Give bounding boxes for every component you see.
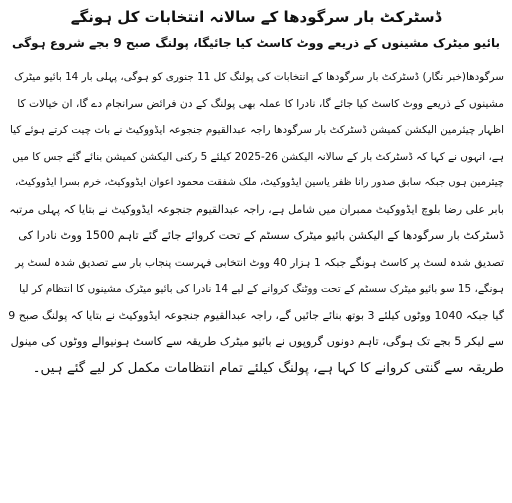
body-line: ہونگے، 15 سو بائیو میٹرک سسٹم کے تحت ووٹنگ کروانے کے لیے 14 نادرا کی بائیو میٹرک مشینوں کا انتظام کر لیا <box>19 283 504 295</box>
body-line: چیئرمین ہوں جبکہ سابق صدور رانا ظفر یاسین ایڈووکیٹ، ملک شفقت محمود اعوان ایڈووکیٹ، خرم بسرا ایڈووکیٹ، <box>14 177 504 188</box>
body-line: ہے، انہوں نے کہا کہ ڈسٹرکٹ بار کے سالانہ الیکشن 26-2025 کیلئے 5 رکنی الیکشن کمیشن بنائے گئے جس کا میں <box>12 150 504 163</box>
body-line: اظہار چیئرمین الیکشن کمیشن ڈسٹرکٹ بار سرگودھا راجہ عبدالقیوم جنجوعہ ایڈووکیٹ نے بات چیت کرتے ہوئے کیا <box>10 124 504 136</box>
body-line: بابر علی رضا بلوچ ایڈووکیٹ ممبران میں شامل ہے، راجہ عبدالقیوم جنجوعہ ایڈووکیٹ نے بتایا کہ پہلی مرتبہ <box>9 202 504 216</box>
article-subheadline: بائیو میٹرک مشینوں کے ذریعے ووٹ کاسٹ کیا جائیگا، پولنگ صبح 9 بجے شروع ہوگی <box>12 36 500 50</box>
body-line: تصدیق شدہ لسٹ پر کاسٹ ہونگے جبکہ 1 ہزار 40 ووٹ انتخابی فہرست پنجاب بار سے تصدیق شدہ لسٹ پر <box>15 255 504 269</box>
body-line: ڈسٹرکٹ بار سرگودھا کے الیکشن بائیو میٹرک سسٹم کے تحت کروائے جائے گئے تاہم 1500 ووٹ نادرا کی <box>18 229 504 242</box>
body-line: سرگودھا(خبر نگار) ڈسٹرکٹ بار سرگودھا کے انتخابات کی پولنگ کل 11 جنوری کو ہوگی، پہلی بار 14 بائیو میٹرک <box>14 71 504 83</box>
article-body <box>8 64 504 382</box>
body-line: مشینوں کے ذریعے ووٹ کاسٹ کیا جائے گا، نادرا کا عملہ بھی پولنگ کے دن فرائض سرانجام دے گا، ان خیالات کا <box>17 96 504 110</box>
body-line: طریقہ سے گنتی کروانے کا کہا ہے، پولنگ کیلئے تمام انتظامات مکمل کر لیے گئے ہیں۔ <box>32 360 504 376</box>
article-headline: ڈسٹرکٹ بار سرگودھا کے سالانہ انتخابات کل ہونگے <box>70 8 442 26</box>
body-line: گیا جبکہ 1040 ووٹوں کیلئے 3 بوتھ بنائے جائیں گے، راجہ عبدالقیوم جنجوعہ ایڈووکیٹ نے بتایا کہ پولنگ صبح 9 <box>8 308 504 322</box>
body-line: سے لیکر 5 بجے تک ہوگی، تاہم دونوں گروپوں نے بائیو میٹرک طریقہ سے کاسٹ ہونیوالے ووٹوں کی مینول <box>10 335 504 348</box>
